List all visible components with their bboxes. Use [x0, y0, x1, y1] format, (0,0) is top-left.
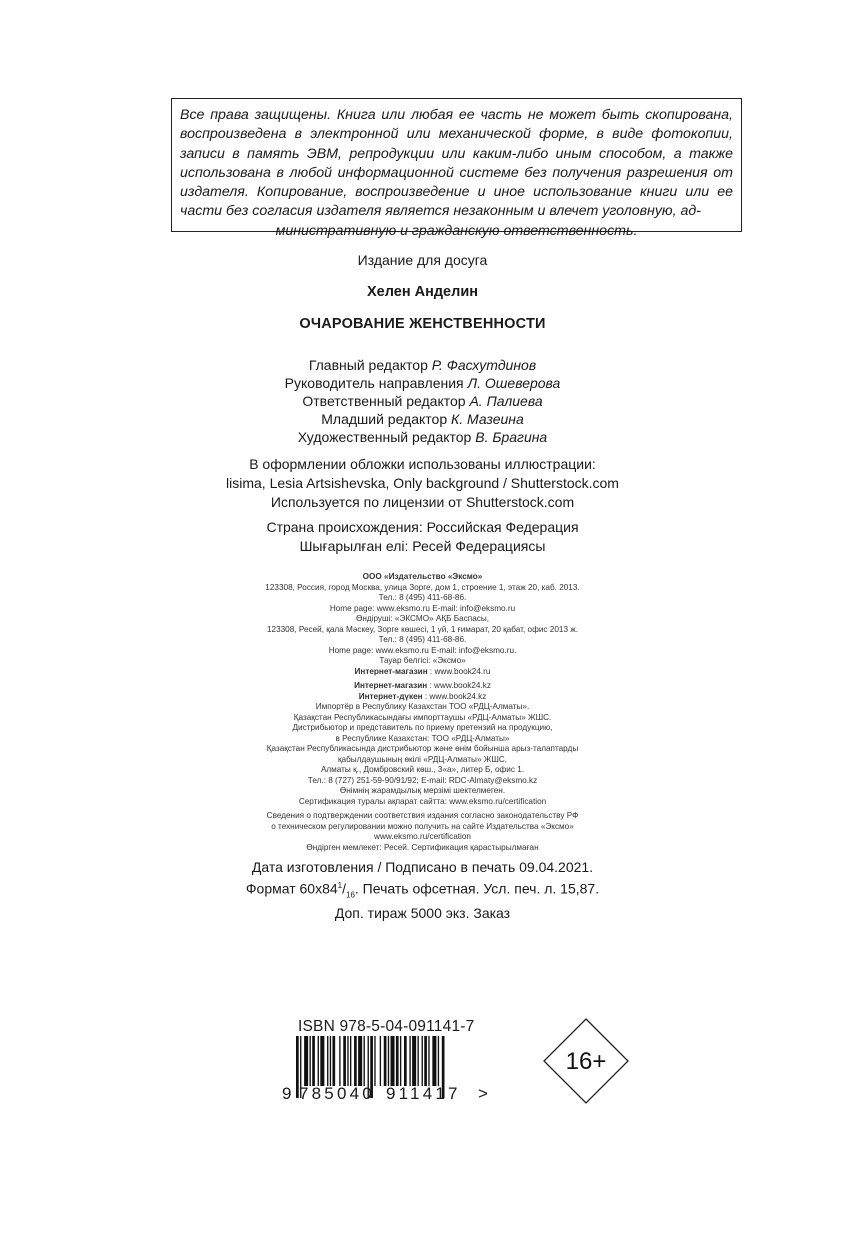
- print-format: Формат $60x84^1/_{16}$. Печать офсетная. Усл. печ. л. 15,87.: [245, 880, 600, 899]
- credit-row: [0, 410, 845, 428]
- import-line: қабылдаушының өкілі «РДЦ-Алматы» ЖШС,: [337, 754, 508, 764]
- credit-name: К. Мазеина: [451, 411, 524, 427]
- barcode-bar: [358, 1036, 362, 1086]
- copyright-line: министративную и гражданскую ответственность.: [275, 222, 638, 239]
- online-shop-url: : www.book24.ru: [427, 666, 491, 676]
- publisher-info: [0, 572, 845, 853]
- publisher-name: ООО «Издательство «Эксмо»: [362, 572, 483, 581]
- barcode-bar: [354, 1036, 357, 1086]
- publisher-kz-phone: Тел.: 8 (495) 411-68-86.: [378, 635, 467, 644]
- cover-line: В оформлении обложки использованы иллюстрации:: [249, 456, 596, 472]
- online-shop-kz2-label: Интернет-дүкен: [358, 691, 423, 701]
- credit-role: Ответственный редактор: [302, 393, 466, 409]
- barcode-bar: [428, 1036, 429, 1086]
- credit-role: Младший редактор: [321, 411, 448, 427]
- online-shop-kz2: [0, 692, 845, 703]
- barcode-bar: [312, 1036, 315, 1086]
- barcode-bar: [396, 1036, 399, 1086]
- barcode-bar: [388, 1036, 389, 1086]
- barcode-bar: [400, 1036, 401, 1086]
- copyright-notice: [171, 98, 742, 239]
- credit-row: [0, 428, 845, 446]
- publisher-kz-web: Home page: www.eksmo.ru E-mail: info@eksmo.ru.: [328, 645, 517, 655]
- barcode-bar: [350, 1036, 351, 1086]
- print-date: Дата изготовления / Подписано в печать 09.04.2021.: [251, 859, 594, 875]
- online-shop: [0, 667, 845, 678]
- cert-line: Өндірген мемлекет: Ресей. Сертификация қарастырылмаған: [306, 842, 539, 852]
- barcode-lead-digit: 9: [282, 1084, 292, 1103]
- barcode-bar: [347, 1036, 348, 1086]
- publisher-web: Home page: www.eksmo.ru E-mail: info@eksmo.ru: [329, 603, 516, 613]
- import-line: Тел.: 8 (727) 251-59-90/91/92; E-mail: RDC-Almaty@eksmo.kz: [307, 775, 538, 785]
- import-line: в Республике Казахстан: ТОО «РДЦ-Алматы»: [335, 733, 510, 743]
- isbn-label: ISBN 978-5-04-091141-7: [298, 1018, 475, 1035]
- import-line: Өнімнің жарамдылық мерзімі шектелмеген.: [339, 786, 506, 795]
- online-shop-kz: [0, 681, 845, 692]
- credit-role: Главный редактор: [308, 357, 428, 373]
- cert-line: Сведения о подтверждении соответствия издания согласно законодательству РФ: [266, 811, 579, 820]
- barcode-bar: [310, 1036, 311, 1086]
- credit-name: Л. Ошеверова: [467, 375, 561, 391]
- format-sup: 1: [337, 880, 343, 890]
- barcode-bar: [409, 1036, 410, 1086]
- barcode-bar: [418, 1036, 419, 1086]
- barcode-bar: [374, 1036, 375, 1086]
- credit-name: В. Брагина: [475, 429, 548, 445]
- format-sub: 16: [346, 889, 355, 899]
- barcode-bar: [404, 1036, 407, 1086]
- import-line: Дистрибьютор и представитель по приему претензий на продукцию,: [292, 723, 553, 732]
- format-suffix: . Печать офсетная. Усл. печ. л. 15,87.: [354, 880, 600, 897]
- barcode-bar: [330, 1036, 331, 1086]
- barcode-bar: [320, 1036, 324, 1086]
- barcode-bar: [384, 1036, 387, 1086]
- online-shop-kz-url: : www.book24.kz: [427, 681, 491, 690]
- import-line: Қазақстан Республикасында дистрибьютор және өнім бойынша арыз-талаптарды: [266, 744, 579, 753]
- barcode-group-1: 785040: [299, 1084, 375, 1103]
- barcode-bar: [380, 1036, 381, 1086]
- country-of-origin: [0, 518, 845, 556]
- cover-line: Используется по лицензии от Shutterstock.com: [270, 494, 575, 510]
- print-run: Доп. тираж 5000 экз. Заказ: [334, 905, 511, 922]
- credit-name: А. Палиева: [469, 393, 543, 409]
- import-line: Сертификация туралы ақпарат сайтта: www.eksmo.ru/certification: [298, 796, 547, 806]
- credit-role: Художественный редактор: [297, 429, 472, 445]
- edition-type: Издание для досуга: [357, 252, 488, 268]
- author-name: Хелен Анделин: [367, 284, 478, 300]
- age-rating-badge: [543, 1018, 629, 1104]
- online-shop-label: Интернет-магазин: [354, 666, 428, 676]
- online-shop-kz-label: Интернет-магазин: [354, 681, 428, 690]
- format-prefix: Формат 60x84: [245, 880, 338, 897]
- barcode-bar: [424, 1036, 427, 1086]
- origin-line: Шығарылған елі: Ресей Федерациясы: [299, 538, 546, 554]
- barcode-bar: [318, 1036, 319, 1086]
- copyright-line: Все права защищены. Книга или любая ее часть не может быть скопирована,: [180, 107, 733, 123]
- credit-row: [0, 356, 845, 374]
- barcode-bar: [332, 1036, 335, 1086]
- barcode-bar: [391, 1036, 395, 1086]
- copyright-line: ее части без согласия издателя является незаконным и влечет уголовную, ад-: [180, 184, 733, 220]
- barcode-bar: [422, 1036, 423, 1086]
- import-line: Импортёр в Республику Казахстан ТОО «РДЦ-Алматы».: [315, 702, 530, 711]
- import-line: Қазақстан Республикасындағы импорттаушы «РДЦ-Алматы» ЖШС.: [293, 712, 552, 722]
- copyright-line: воспроизведена в электронной или механической форме, в виде фотокопии,: [180, 126, 733, 143]
- barcode-bar: [364, 1036, 365, 1086]
- barcode-bar: [438, 1036, 439, 1086]
- online-shop-kz2-url: : www.book24.kz: [422, 691, 487, 701]
- age-rating-text: 16+: [565, 1048, 607, 1075]
- barcode-bar: [304, 1036, 308, 1086]
- origin-line: Страна происхождения: Российская Федерация: [266, 519, 579, 535]
- barcode-bar: [343, 1036, 346, 1086]
- barcode-bar: [412, 1036, 416, 1086]
- cert-line: о техническом регулировании можно получить на сайте Издательства «Эксмо»: [271, 821, 574, 831]
- barcode-group-2: 911417: [386, 1084, 461, 1103]
- publisher-address: 123308, Россия, город Москва, улица Зорге, дом 1, строение 1, этаж 20, каб. 2013.: [265, 582, 580, 592]
- barcode-quiet-mark: >: [478, 1084, 488, 1103]
- publisher-kz-producer: Өндіруші: «ЭКСМО» АҚБ Баспасы,: [355, 614, 490, 623]
- publisher-phone: Тел.: 8 (495) 411-68-86.: [378, 593, 467, 602]
- barcode-bar: [339, 1036, 340, 1086]
- credit-role: Руководитель направления: [284, 375, 464, 391]
- barcode-bar: [327, 1036, 328, 1086]
- copyright-line: от издателя. Копирование, воспроизведение и иное использование книги или: [180, 164, 733, 201]
- book-title: ОЧАРОВАНИЕ ЖЕНСТВЕННОСТИ: [299, 316, 546, 332]
- publisher-trademark: Тауар белгісі: «Эксмо»: [379, 656, 466, 665]
- credit-row: [0, 374, 845, 392]
- credit-name: Р. Фасхутдинов: [431, 357, 537, 373]
- cert-line: www.eksmo.ru/certification: [374, 832, 471, 841]
- credit-row: [0, 392, 845, 410]
- print-info: [0, 858, 845, 923]
- copyright-line: использована в любой информационной системе без получения разрешения: [180, 164, 708, 181]
- cover-illustrations: [0, 455, 845, 512]
- publisher-kz-address: 123308, Ресей, қала Мәскеу, Зорге көшесі, 1 үй, 1 ғимарат, 20 қабат, офис 2013 ж.: [266, 624, 579, 634]
- copyright-line: записи в память ЭВМ, репродукции или каким-либо иным способом, а также: [180, 145, 733, 162]
- import-line: Алматы қ., Домбровский көш., 3«а», литер Б, офис 1.: [320, 765, 525, 774]
- barcode-bar: [432, 1036, 436, 1086]
- editorial-credits: [0, 356, 845, 446]
- cover-line: lisima, Lesia Artsishevska, Only background / Shutterstock.com: [226, 475, 619, 491]
